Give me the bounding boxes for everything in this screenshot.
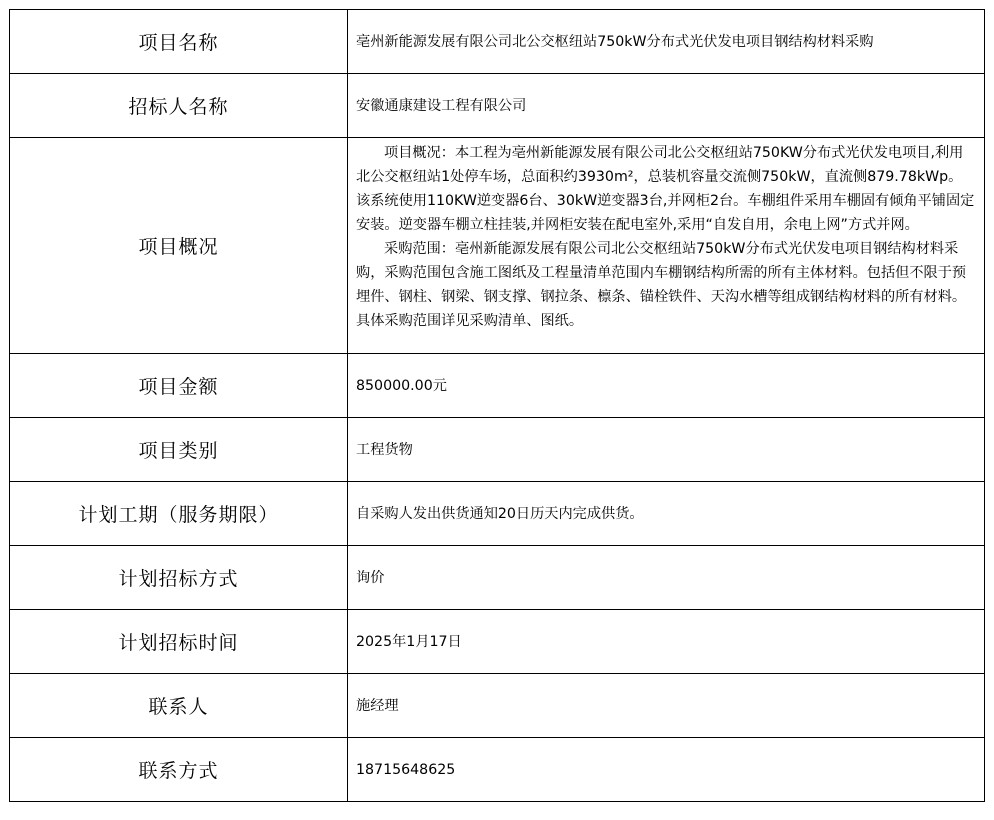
project-overview-label: 项目概况 (10, 138, 348, 354)
project-category-label: 项目类别 (10, 418, 348, 482)
project-category-value: 工程货物 (348, 418, 985, 482)
planned-period-label: 计划工期（服务期限） (10, 482, 348, 546)
contact-person-value: 施经理 (348, 674, 985, 738)
tender-method-label: 计划招标方式 (10, 546, 348, 610)
row-contact-person (10, 674, 985, 738)
project-overview-value (348, 138, 985, 354)
row-contact-phone (10, 738, 985, 802)
scope-paragraph: 采购范围：亳州新能源发展有限公司北公交枢纽站750kW分布式光伏发电项目钢结构材料采购，采购范围包含施工图纸及工程量清单范围内车棚钢结构所需的所有主体材料。包括但不限于预埋件、钢柱、钢梁、钢支撑、钢拉条、檩条、锚栓铁件、天沟水槽等组成钢结构材料的所有材料。具体采购范围详见采购清单、图纸。 (356, 241, 967, 329)
project-amount-value: 850000.00元 (348, 354, 985, 418)
planned-period-value: 自采购人发出供货通知20日历天内完成供货。 (348, 482, 985, 546)
row-project-name (10, 10, 985, 74)
project-amount-label: 项目金额 (10, 354, 348, 418)
tender-method-value: 询价 (348, 546, 985, 610)
overview-paragraph: 项目概况：本工程为亳州新能源发展有限公司北公交枢纽站750KW分布式光伏发电项目,利用北公交枢纽站1处停车场，总面积约3930m²，总装机容量交流侧750kW，直流侧879.78kWp。该系统使用110KW逆变器6台、30kW逆变器3台,并网柜2台。车棚组件采用车棚固有倾角平铺固定安装。逆变器车棚立柱挂装,并网柜安装在配电室外,采用“自发自用，余电上网”方式并网。 (356, 145, 975, 233)
row-project-amount (10, 354, 985, 418)
procurement-info-table (9, 9, 985, 802)
tenderer-name-value: 安徽通康建设工程有限公司 (348, 74, 985, 138)
project-name-value: 亳州新能源发展有限公司北公交枢纽站750kW分布式光伏发电项目钢结构材料采购 (348, 10, 985, 74)
contact-phone-label: 联系方式 (10, 738, 348, 802)
row-project-category (10, 418, 985, 482)
procurement-info-table-container (9, 9, 984, 802)
row-project-overview (10, 138, 985, 354)
row-planned-period (10, 482, 985, 546)
contact-phone-value: 18715648625 (348, 738, 985, 802)
project-name-label: 项目名称 (10, 10, 348, 74)
row-tender-time (10, 610, 985, 674)
row-tender-method (10, 546, 985, 610)
tenderer-name-label: 招标人名称 (10, 74, 348, 138)
tender-time-value: 2025年1月17日 (348, 610, 985, 674)
contact-person-label: 联系人 (10, 674, 348, 738)
row-tenderer-name (10, 74, 985, 138)
tender-time-label: 计划招标时间 (10, 610, 348, 674)
